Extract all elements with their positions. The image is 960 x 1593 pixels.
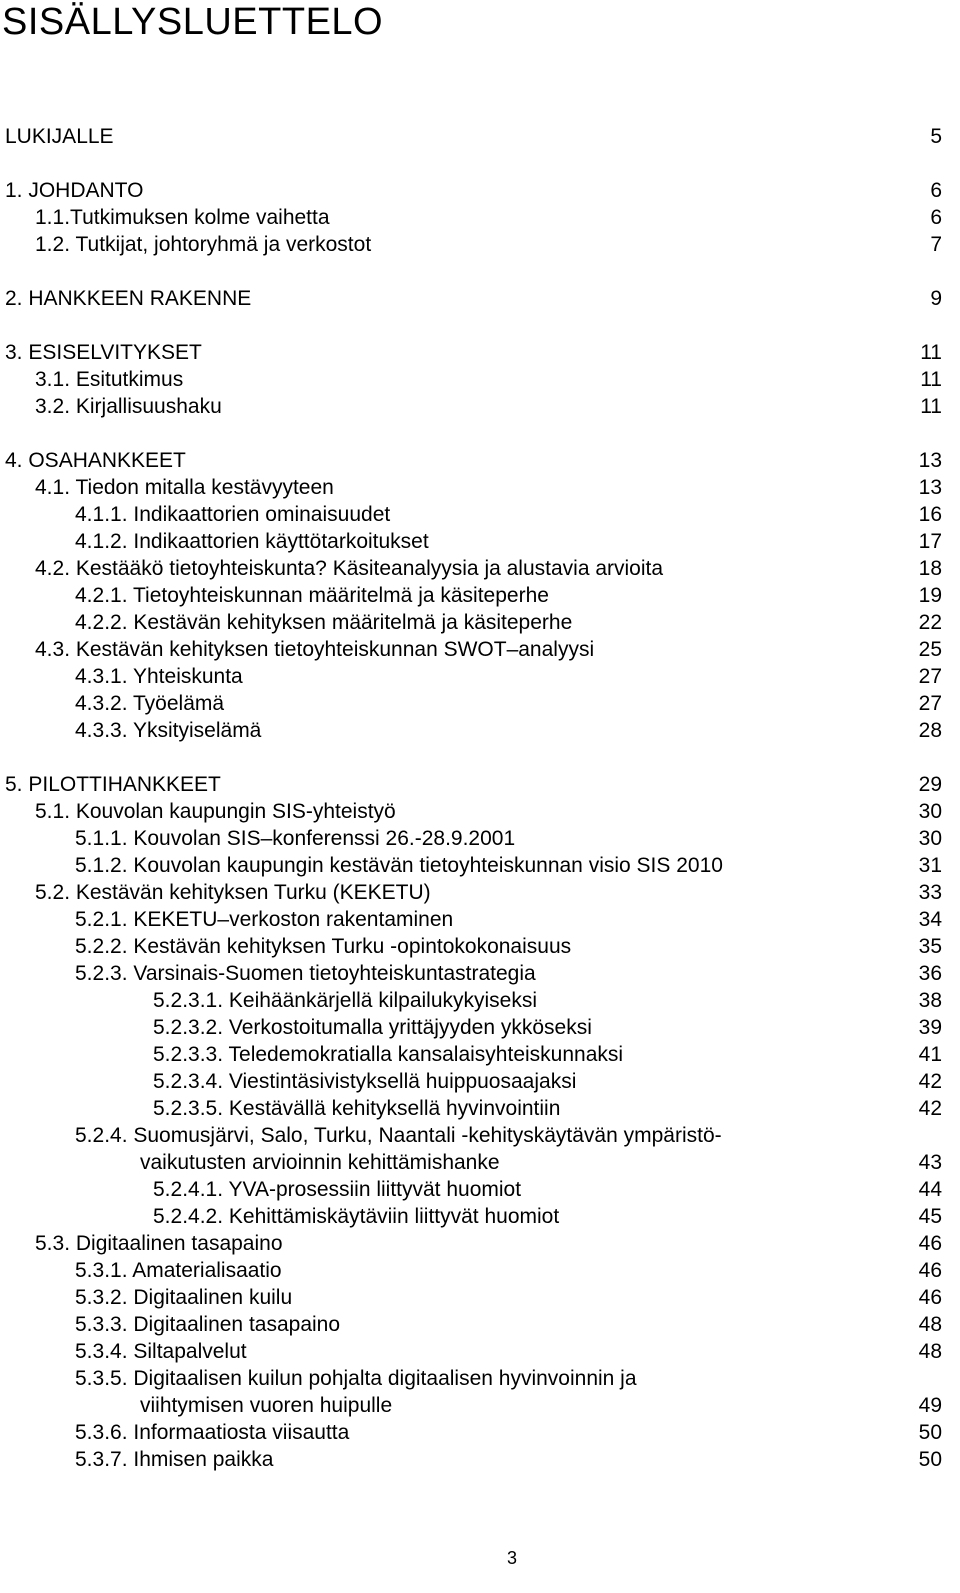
toc-entry-text: 4.2. Kestääkö tietoyhteiskunta? Käsiteanalyysia ja alustavia arvioita	[35, 557, 664, 580]
toc-entry-page: 44	[918, 1178, 942, 1201]
toc-entry-page: 19	[918, 584, 942, 607]
toc-entry-text: 5.2.3.5. Kestävällä kehityksellä hyvinvointiin	[153, 1097, 561, 1120]
toc-entry-text: 5.1.1. Kouvolan SIS–konferenssi 26.-28.9.2001	[75, 827, 516, 850]
toc-entry-page: 18	[918, 557, 942, 580]
toc-entry-text: 2. HANKKEEN RAKENNE	[5, 287, 252, 310]
toc-entry-text: 4.1. Tiedon mitalla kestävyyteen	[35, 476, 334, 499]
toc-entry-text: vaikutusten arvioinnin kehittämishanke	[140, 1151, 500, 1174]
toc-entry-page: 50	[918, 1448, 942, 1471]
toc-entry-page: 9	[930, 287, 942, 310]
toc-entry-text: 1.1.Tutkimuksen kolme vaihetta	[35, 206, 330, 229]
toc-entry-page: 7	[930, 233, 942, 256]
toc-entry-page: 27	[918, 692, 942, 715]
toc-entry-text: 5.2.4.1. YVA-prosessiin liittyvät huomiot	[153, 1178, 522, 1201]
toc-entry-text: 5.2.3.1. Keihäänkärjellä kilpailukykyiseksi	[153, 989, 538, 1012]
toc-entry-page: 6	[930, 179, 942, 202]
toc-entry-text: 4. OSAHANKKEET	[5, 449, 186, 472]
toc-entry-text: 4.2.1. Tietoyhteiskunnan määritelmä ja käsiteperhe	[75, 584, 549, 607]
toc-entry-page: 25	[918, 638, 942, 661]
toc-entry-page: 35	[918, 935, 942, 958]
toc-entry-page: 13	[918, 449, 942, 472]
toc-entry-page: 28	[918, 719, 942, 742]
toc-entry-page: 49	[918, 1394, 942, 1417]
toc-entry-page: 30	[918, 800, 942, 823]
toc-entry-text: 4.1.2. Indikaattorien käyttötarkoitukset	[75, 530, 429, 553]
toc-entry-page: 50	[918, 1421, 942, 1444]
toc-entry-page: 33	[918, 881, 942, 904]
toc-entry-text: 5.2.3. Varsinais-Suomen tietoyhteiskuntastrategia	[75, 962, 536, 985]
toc-entry-page: 34	[918, 908, 942, 931]
toc-entry-page: 13	[918, 476, 942, 499]
toc-entry-page: 11	[920, 341, 942, 364]
toc-entry-text: 5. PILOTTIHANKKEET	[5, 773, 221, 796]
toc-entry-page: 48	[918, 1340, 942, 1363]
toc-entry-text: 3.1. Esitutkimus	[35, 368, 184, 391]
toc-entry-text: 5.3.4. Siltapalvelut	[75, 1340, 247, 1363]
toc-entry-text: 4.3.3. Yksityiselämä	[75, 719, 262, 742]
toc-entry-page: 46	[918, 1232, 942, 1255]
toc-entry-page: 41	[918, 1043, 942, 1066]
toc-entry-page: 45	[918, 1205, 942, 1228]
toc-entry-page: 38	[918, 989, 942, 1012]
toc-entry-text: 5.2.4. Suomusjärvi, Salo, Turku, Naantali -kehityskäytävän ympäristö-	[75, 1124, 722, 1147]
toc-entry-text: 5.3.2. Digitaalinen kuilu	[75, 1286, 293, 1309]
toc-entry-page: 39	[918, 1016, 942, 1039]
toc-entry-page: 42	[918, 1097, 942, 1120]
toc-entry-text: 5.2. Kestävän kehityksen Turku (KEKETU)	[35, 881, 431, 904]
toc-entry-page: 48	[918, 1313, 942, 1336]
toc-entry-text: 4.3.1. Yhteiskunta	[75, 665, 243, 688]
toc-entry-page: 11	[920, 368, 942, 391]
toc-entry-text: 3.2. Kirjallisuushaku	[35, 395, 222, 418]
toc-entry-text: 5.2.1. KEKETU–verkoston rakentaminen	[75, 908, 454, 931]
toc-entry-text: 5.1. Kouvolan kaupungin SIS-yhteistyö	[35, 800, 396, 823]
toc-entry-text: LUKIJALLE	[5, 125, 114, 148]
toc-entry-text: 5.2.4.2. Kehittämiskäytäviin liittyvät huomiot	[153, 1205, 560, 1228]
toc-entry-text: 4.3.2. Työelämä	[75, 692, 225, 715]
toc-entry-text: 1.2. Tutkijat, johtoryhmä ja verkostot	[35, 233, 372, 256]
toc-entry-page: 31	[918, 854, 942, 877]
toc-entry-page: 16	[918, 503, 942, 526]
toc-entry-text: 3. ESISELVITYKSET	[5, 341, 202, 364]
toc-entry-page: 30	[918, 827, 942, 850]
toc-entry-page: 5	[930, 125, 942, 148]
toc-entry-text: 5.3.6. Informaatiosta viisautta	[75, 1421, 350, 1444]
toc-entry-text: 5.1.2. Kouvolan kaupungin kestävän tietoyhteiskunnan visio SIS 2010	[75, 854, 723, 877]
toc-entry-page: 43	[918, 1151, 942, 1174]
toc-entry-text: 1. JOHDANTO	[5, 179, 144, 202]
page-number: 3	[507, 1548, 518, 1568]
toc-entry-text: 5.2.3.2. Verkostoitumalla yrittäjyyden ykköseksi	[153, 1016, 592, 1039]
toc-entry-page: 46	[918, 1259, 942, 1282]
toc-entry-page: 17	[918, 530, 942, 553]
toc-entry-text: 4.1.1. Indikaattorien ominaisuudet	[75, 503, 391, 526]
toc-entry-page: 27	[918, 665, 942, 688]
toc-entry-page: 22	[918, 611, 942, 634]
toc-entry-text: 4.3. Kestävän kehityksen tietoyhteiskunnan SWOT–analyysi	[35, 638, 595, 661]
toc-entry-text: 5.3.5. Digitaalisen kuilun pohjalta digitaalisen hyvinvoinnin ja	[75, 1367, 637, 1390]
toc-entry-text: 5.2.3.4. Viestintäsivistyksellä huippuosaajaksi	[153, 1070, 577, 1093]
toc-entry-page: 6	[930, 206, 942, 229]
toc-entry-text: viihtymisen vuoren huipulle	[140, 1394, 393, 1417]
toc-entry-text: 5.3. Digitaalinen tasapaino	[35, 1232, 283, 1255]
toc-entry-text: 4.2.2. Kestävän kehityksen määritelmä ja käsiteperhe	[75, 611, 573, 634]
toc-entry-page: 46	[918, 1286, 942, 1309]
toc-entry-page: 29	[918, 773, 942, 796]
toc-entry-text: 5.3.1. Amaterialisaatio	[75, 1259, 282, 1282]
toc-entry-text: 5.3.7. Ihmisen paikka	[75, 1448, 274, 1471]
toc-entry-text: 5.2.2. Kestävän kehityksen Turku -opintokokonaisuus	[75, 935, 572, 958]
toc-entry-text: 5.2.3.3. Teledemokratialla kansalaisyhteiskunnaksi	[153, 1043, 624, 1066]
toc-entry-page: 36	[918, 962, 942, 985]
page-title: SISÄLLYSLUETTELO	[2, 1, 384, 43]
toc-entry-text: 5.3.3. Digitaalinen tasapaino	[75, 1313, 341, 1336]
toc-entry-page: 42	[918, 1070, 942, 1093]
toc-entry-page: 11	[920, 395, 942, 418]
